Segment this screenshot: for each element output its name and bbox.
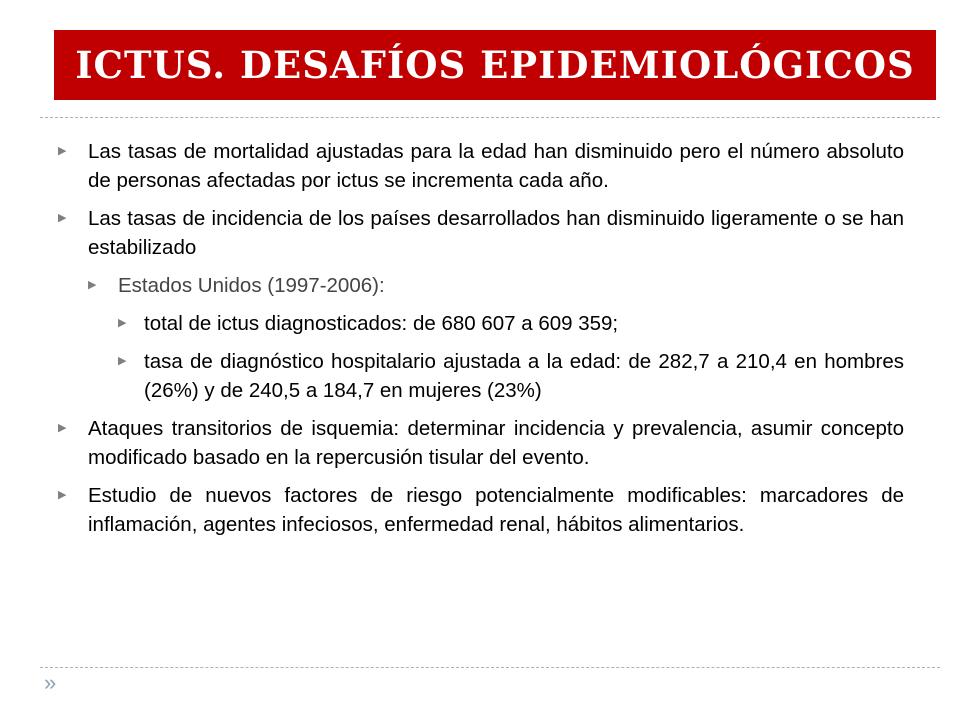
slide-title: ICTUS. DESAFÍOS EPIDEMIOLÓGICOS xyxy=(75,43,915,87)
triangle-right-icon: ▶ xyxy=(118,355,127,367)
bullet-text: Las tasas de incidencia de los países desarrollados han disminuido ligeramente o se han estabilizado xyxy=(88,207,904,259)
bullet-list xyxy=(56,137,904,548)
triangle-right-icon: ▶ xyxy=(118,317,127,329)
bullet-text: Las tasas de mortalidad ajustadas para la edad han disminuido pero el número absoluto de personas afectadas por ictus se incrementa cada año. xyxy=(88,140,904,192)
title-banner xyxy=(54,30,936,100)
triangle-right-icon: ▶ xyxy=(58,212,67,224)
triangle-right-icon: ▶ xyxy=(88,279,97,291)
sub-sub-bullet-text: tasa de diagnóstico hospitalario ajustada a la edad: de 282,7 a 210,4 en hombres (26%) y de 240,5 a 184,7 en mujeres (23%) xyxy=(144,350,904,402)
sub-bullet-item xyxy=(56,271,904,300)
bullet-item xyxy=(56,481,904,539)
sub-sub-bullet-text: total de ictus diagnosticados: de 680 607 a 609 359; xyxy=(144,312,619,335)
bullet-item xyxy=(56,414,904,472)
triangle-right-icon: ▶ xyxy=(58,422,67,434)
triangle-right-icon: ▶ xyxy=(58,489,67,501)
bullet-text: Estudio de nuevos factores de riesgo potencialmente modificables: marcadores de inflamación, agentes infeciosos, enfermedad renal, hábitos alimentarios. xyxy=(88,484,904,536)
bullet-item xyxy=(56,204,904,262)
bullet-item xyxy=(56,137,904,195)
double-chevron-right-icon: » xyxy=(44,670,53,695)
sub-sub-bullet-item xyxy=(56,309,904,338)
sub-bullet-text: Estados Unidos (1997-2006): xyxy=(118,274,385,297)
triangle-right-icon: ▶ xyxy=(58,145,67,157)
bottom-divider xyxy=(40,667,940,668)
bullet-text: Ataques transitorios de isquemia: determinar incidencia y prevalencia, asumir concepto modificado basado en la repercusión tisular del evento. xyxy=(88,417,904,469)
top-divider xyxy=(40,117,940,118)
sub-sub-bullet-item xyxy=(56,347,904,405)
